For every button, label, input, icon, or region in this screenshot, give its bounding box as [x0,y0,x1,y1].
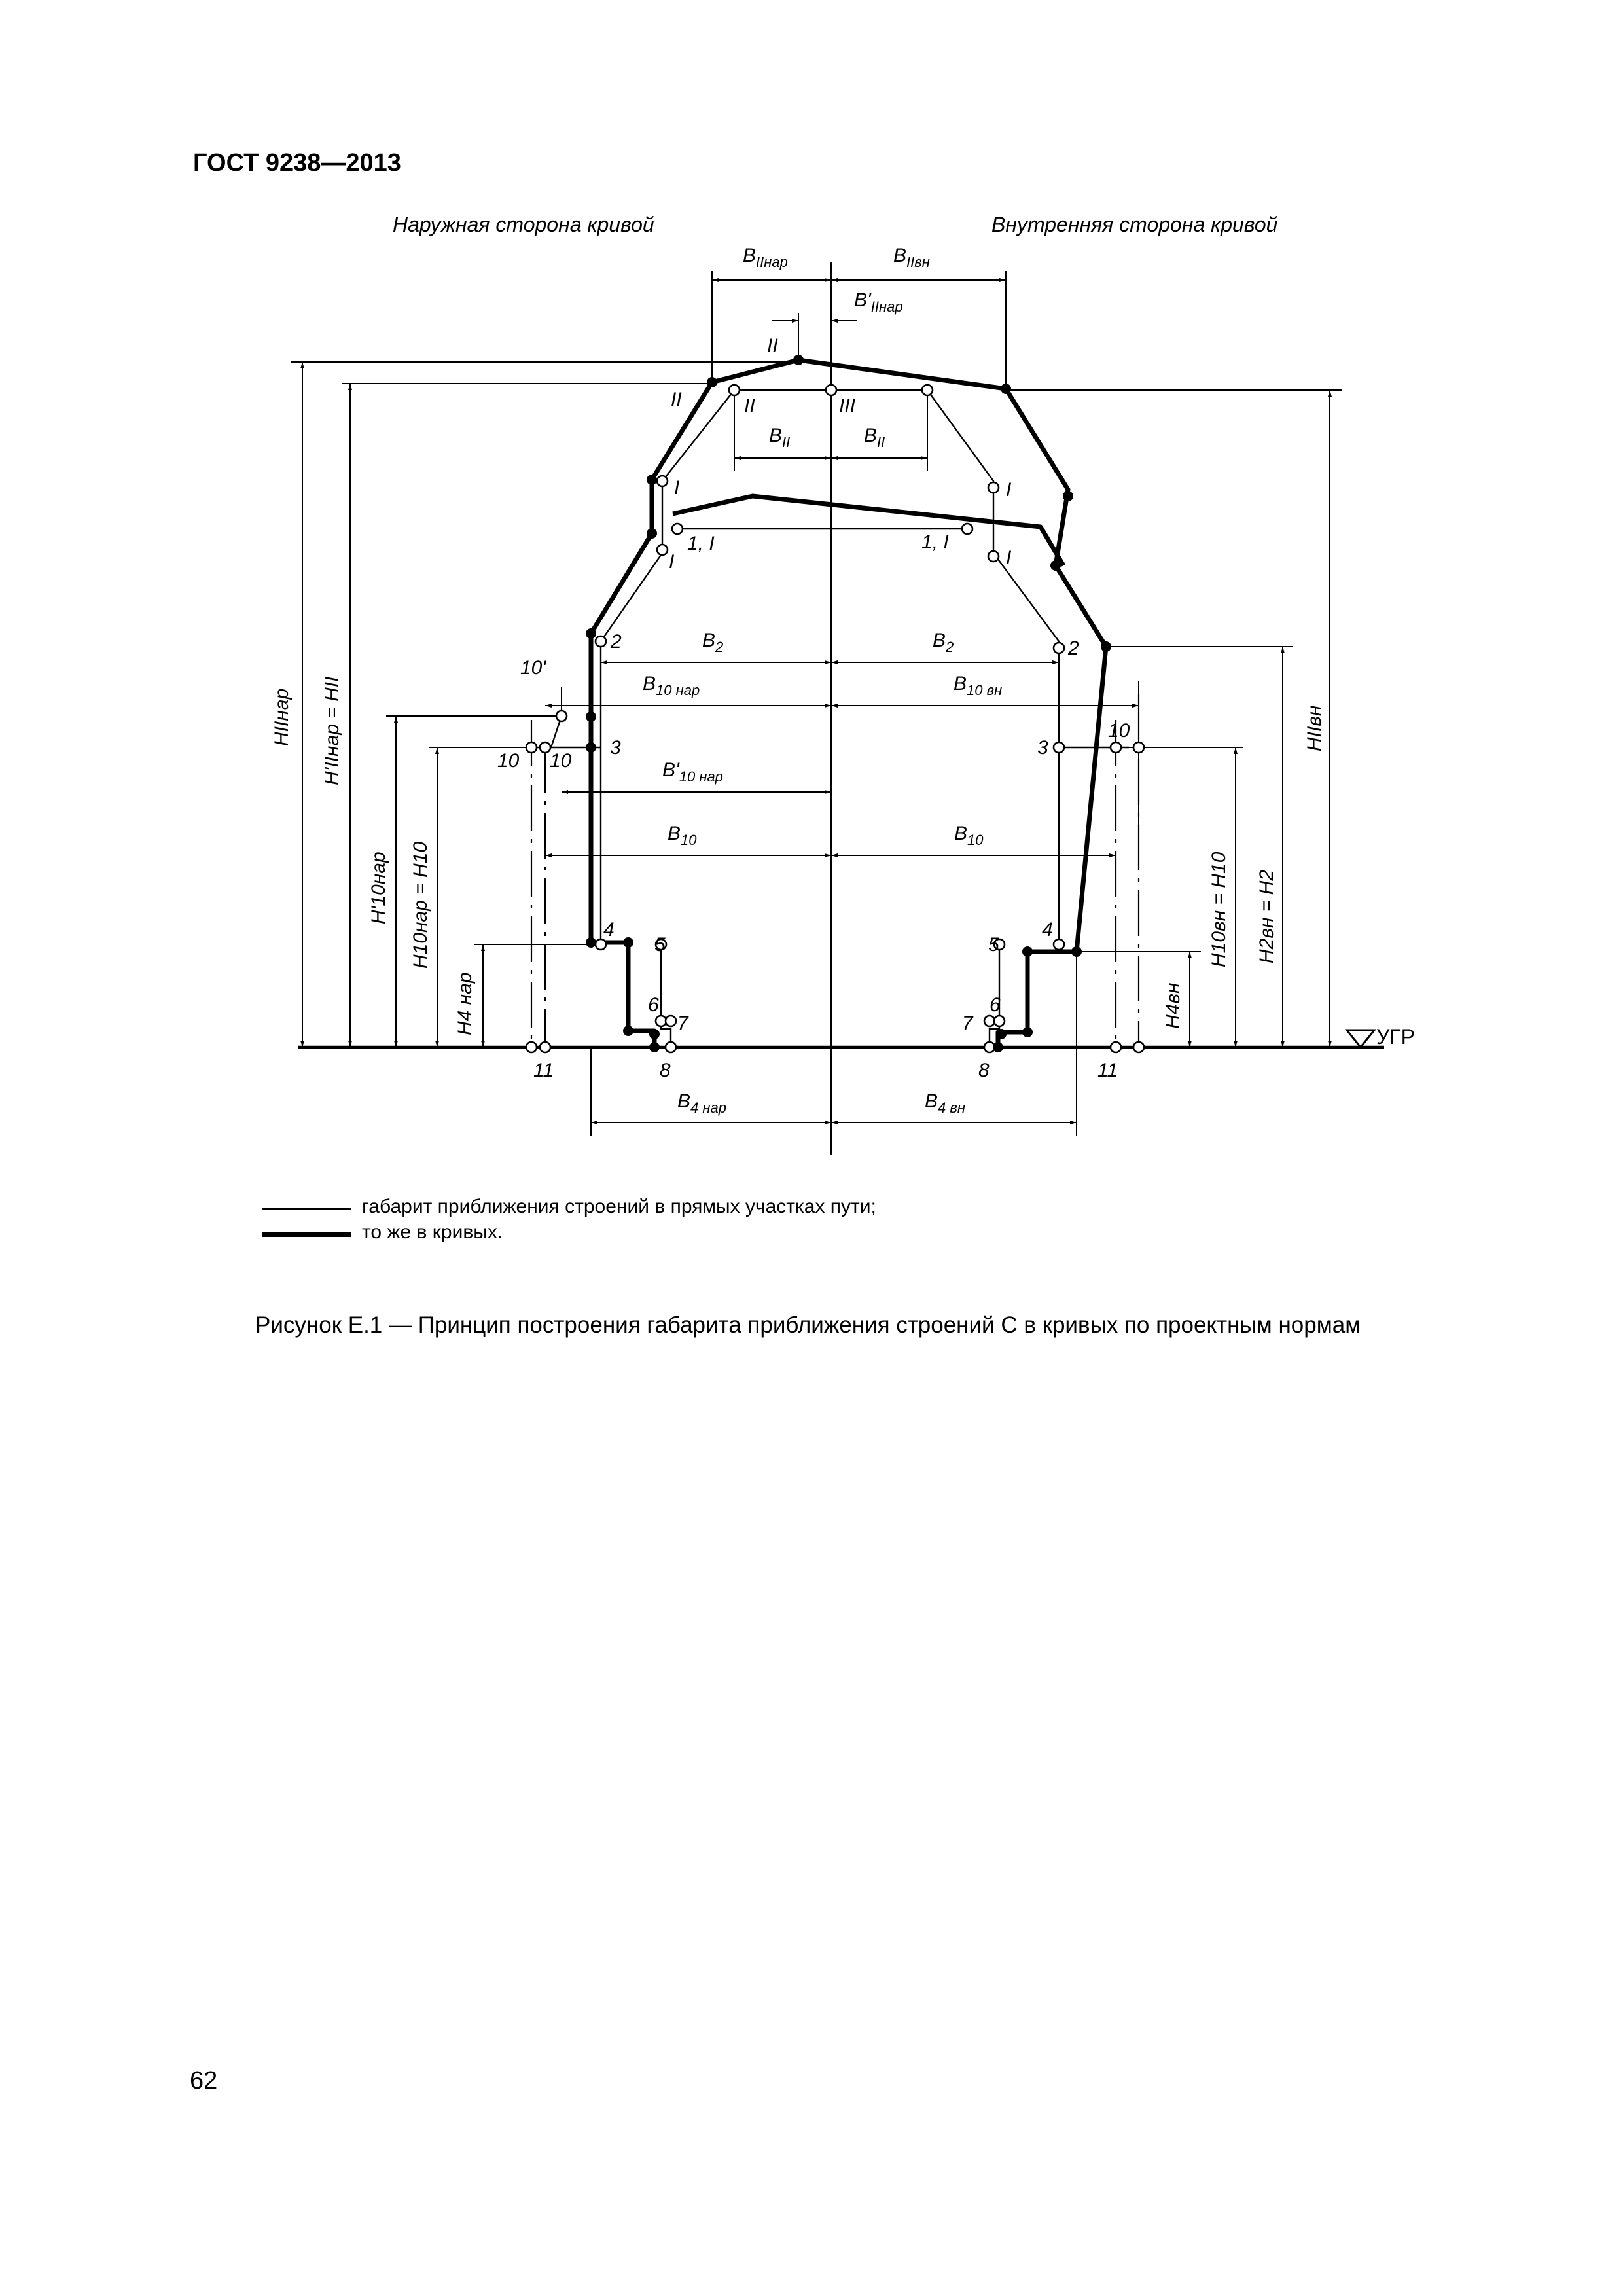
point-label-II-left-thick: II [671,389,682,410]
vertical-dimensions [302,362,1330,1047]
curve-track-outline [591,360,1106,1047]
ground-level-label: УГР [1376,1025,1415,1049]
dim-label-b-II-nar-prime: $B'_{IIнар}$ [854,289,903,315]
ground-level-marker-icon [1347,1030,1374,1047]
point-label-11-left: 11 [533,1060,554,1081]
point-label-7-left: 7 [677,1013,688,1034]
point-label-8-left: 8 [660,1060,671,1081]
point-label-10-left-a: 10 [497,750,520,772]
point-label-10-right: 10 [1108,720,1130,742]
dim-label-b-10-left: $B_{10}$ [668,823,697,848]
point-label-I-right-upper: I [1006,479,1012,501]
dim-label-b-10-right: $B_{10}$ [954,823,984,848]
point-label-II-top: II [767,335,778,357]
page-number: 62 [190,2067,218,2094]
point-label-4-right: 4 [1042,919,1053,941]
point-label-III: III [839,395,856,417]
point-label-7-right: 7 [962,1013,973,1034]
point-label-8-right: 8 [978,1060,990,1081]
horizontal-dimension-labels [643,245,1002,1116]
dim-label-h-II-vn: HIIвн [1304,705,1325,751]
dim-label-b-10-nar: $B_{10 нар}$ [643,673,700,698]
dim-label-b-II-vn: $B_{IIвн}$ [893,245,930,270]
point-label-I-upper: I [674,477,680,499]
dim-label-b-II-right: $B_{II}$ [864,425,885,450]
dim-label-h-2-vn: H2вн = H2 [1256,869,1277,963]
outer-side-label: Наружная сторона кривой [393,213,654,236]
straight-track-outline [531,390,1129,1047]
inner-side-label: Внутренняя сторона кривой [991,213,1278,236]
point-label-3-right: 3 [1037,737,1048,759]
dim-label-h-II-nar: HIIнар [271,688,293,746]
dim-label-b-2-left: $B_2$ [702,630,724,655]
point-label-1I-left: 1, I [687,533,715,554]
point-label-5-left: 5 [654,934,666,956]
point-label-I-right-lower: I [1006,547,1012,569]
point-label-I-left: I [669,551,675,573]
point-label-3-left: 3 [610,737,621,759]
point-label-10-prime: 10' [520,657,546,679]
dim-label-b-II-nar: $B_{IIнар}$ [743,245,788,270]
point-label-10-left-b: 10 [550,750,572,772]
point-label-II-left-thin: II [744,395,755,417]
point-label-2-left: 2 [611,631,622,653]
extension-lines [291,271,1342,1136]
dim-label-b-4-vn: $B_{4 вн}$ [925,1090,965,1116]
legend-thick-label: то же в кривых. [362,1221,503,1243]
dim-label-b-4-nar: $B_{4 нар}$ [677,1090,726,1116]
point-label-1I-right: 1, I [921,531,949,553]
dim-label-h-II-nar-prime: H'IIнар = HII [321,676,343,785]
point-label-11-right: 11 [1097,1060,1118,1081]
dim-label-b-II-left: $B_{II}$ [769,425,791,450]
dim-label-h-10-nar-prime: H'10нар [368,852,389,924]
dim-label-h-10-nar: H10нар = H10 [410,841,431,969]
legend-thin-line [262,1208,351,1210]
point-label-6-left: 6 [648,994,659,1016]
legend-thick-line [262,1232,351,1237]
dim-label-b-2-right: $B_2$ [933,630,954,655]
legend-thin-label: габарит приближения строений в прямых участках пути; [362,1196,876,1217]
point-label-5-right: 5 [988,934,999,956]
figure-caption: Рисунок Е.1 — Принцип построения габарита приближения строений C в кривых по проектным нормам [255,1312,1361,1338]
dim-label-b-10-vn: $B_{10 вн}$ [954,673,1003,698]
document-header: ГОСТ 9238—2013 [193,149,401,177]
point-label-6-right: 6 [990,994,1001,1016]
dim-label-h-4-nar: H4 нар [454,972,476,1035]
dim-label-h-10-vn: H10вн = H10 [1208,852,1230,967]
dim-label-h-4-vn: H4вн [1162,982,1184,1029]
dim-label-b-10-nar-prime: $B'_{10 нар}$ [662,759,723,785]
point-label-2-right: 2 [1068,637,1079,659]
point-label-4-left: 4 [603,919,615,941]
